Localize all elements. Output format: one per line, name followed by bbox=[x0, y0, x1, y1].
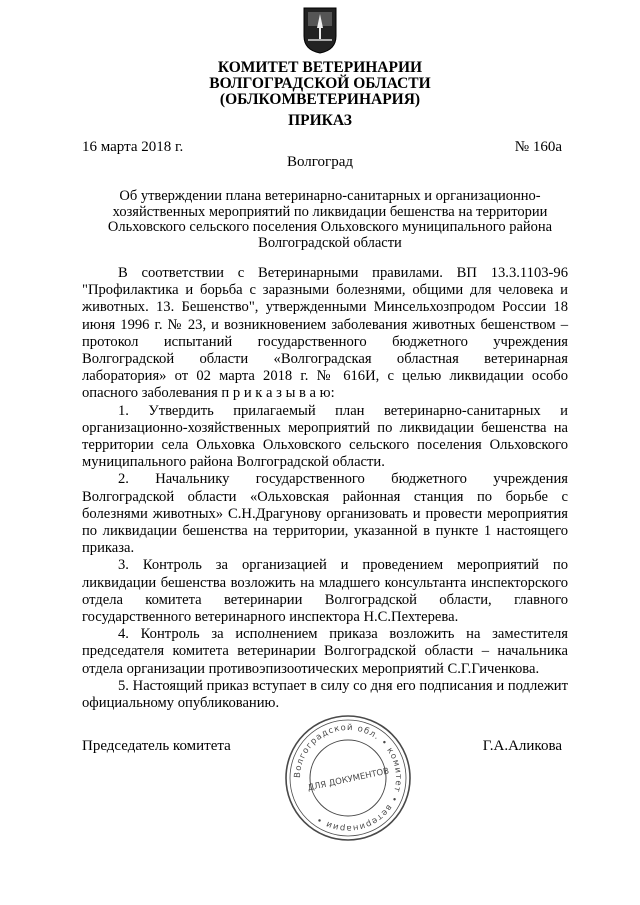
subject-line-4: Волгоградской области bbox=[258, 234, 402, 251]
signatory-name: Г.А.Аликова bbox=[482, 738, 562, 754]
official-stamp bbox=[282, 712, 414, 844]
coat-of-arms-icon bbox=[302, 6, 338, 54]
subject-line-3: Ольховского сельского поселения Ольховского муниципального района bbox=[107, 219, 553, 235]
order-item-3: 3. Контроль за организацией и проведением мероприятий по ликвидации бешенства возложить на младшего консультанта инспекторского отдела комитета ветеринарии Волгоградской области, главного государственного ветеринарного инспектора Н.С.Пехтерева. bbox=[82, 557, 568, 626]
order-item-4: 4. Контроль за исполнением приказа возложить на заместителя председателя комитета ветеринарии Волгоградской области – начальника отдела организации противоэпизоотических мероприятий С.Г.Гиченкова. bbox=[82, 626, 568, 677]
document-type: ПРИКАЗ bbox=[288, 112, 352, 129]
document-subject bbox=[100, 189, 560, 251]
stamp-center-text: ДЛЯ ДОКУМЕНТОВ bbox=[306, 766, 391, 794]
org-name-line-3: (ОБЛКОМВЕТЕРИНАРИЯ) bbox=[219, 91, 421, 108]
order-item-2: 2. Начальнику государственного бюджетного учреждения Волгоградской области «Ольховская районная станция по борьбе с болезнями животных» С.Н.Драгунову организовать и провести мероприятия по ликвидации бешенства на территории, указанной в пункте 1 настоящего приказа. bbox=[82, 471, 568, 557]
document-body bbox=[82, 265, 568, 712]
preamble-paragraph: В соответствии с Ветеринарными правилами. ВП 13.3.1103-96 "Профилактика и борьба с заразными болезнями, общими для человека и животных. 13. Бешенство", утвержденными Минсельхозпродом России 18 июня 1996 г. № 23, и возникновением заболевания животных бешенством – протокол испытаний государственного бюджетного учреждения Волгоградской области «Волгоградская областная ветеринарная лаборатория» от 02 марта 2018 г. № 616И, с целью ликвидации особо опасного заболевания п р и к а з ы в а ю: bbox=[82, 265, 568, 402]
document-city: Волгоград bbox=[286, 154, 353, 170]
signatory-title: Председатель комитета bbox=[82, 738, 231, 754]
org-name-line-2: ВОЛГОГРАДСКОЙ ОБЛАСТИ bbox=[209, 75, 431, 92]
document-number: № 160а bbox=[514, 139, 562, 155]
subject-line-1: Об утверждении плана ветеринарно-санитарных и организационно- bbox=[119, 188, 541, 204]
document-date: 16 марта 2018 г. bbox=[82, 139, 184, 155]
org-name-line-1: КОМИТЕТ ВЕТЕРИНАРИИ bbox=[217, 59, 423, 76]
order-item-5: 5. Настоящий приказ вступает в силу со дня его подписания и подлежит официальному опубликованию. bbox=[82, 677, 568, 712]
stamp-ring-text: Волгоградской обл. • комитет • ветеринарии • bbox=[292, 722, 404, 834]
order-item-1: 1. Утвердить прилагаемый план ветеринарно-санитарных и организационно-хозяйственных мероприятий по ликвидации бешенства на территории села Ольховка Ольховского сельского поселения Ольховского муниципального района Волгоградской области. bbox=[82, 402, 568, 471]
subject-line-2: хозяйственных мероприятий по ликвидации бешенства на территории bbox=[112, 203, 548, 220]
